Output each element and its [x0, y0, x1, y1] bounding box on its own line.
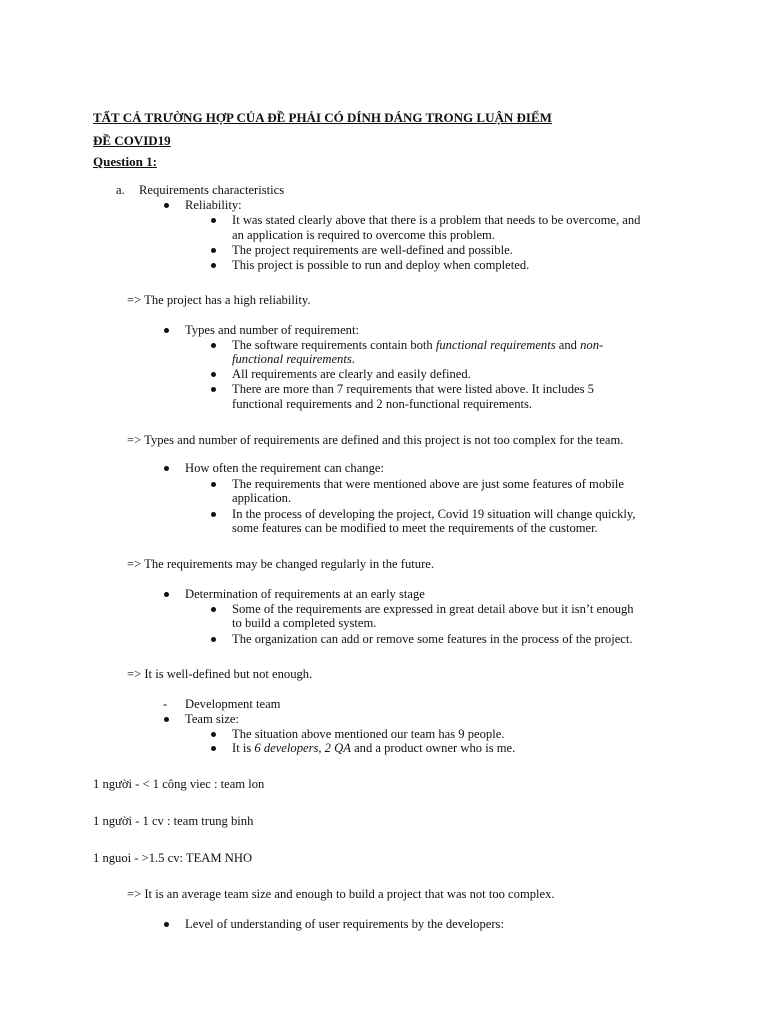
development-team-label: Development team: [185, 697, 281, 711]
reliability-item-2: The project requirements are well-defined and possible.: [232, 243, 513, 257]
bullet-icon: [164, 328, 169, 333]
change-item-1-line2: application.: [232, 491, 292, 505]
reliability-item-1-line2: an application is required to overcome this problem.: [232, 228, 495, 242]
dash-marker: -: [163, 697, 168, 711]
team-item-1: The situation above mentioned our team has 9 people.: [232, 727, 505, 741]
note-line-2: 1 người - 1 cv : team trung binh: [93, 814, 254, 828]
text-run: and a product owner who is me.: [350, 741, 516, 755]
team-size-label: Team size:: [185, 712, 240, 726]
determination-label: Determination of requirements at an early stage: [185, 587, 425, 601]
types-label: Types and number of requirement:: [185, 323, 359, 337]
bullet-icon: [211, 732, 216, 737]
determination-item-1-line1: Some of the requirements are expressed in great detail above but it isn’t enough: [232, 602, 634, 616]
bullet-icon: [211, 372, 216, 377]
team-item-2: [232, 741, 515, 756]
text-run: .: [351, 352, 355, 366]
change-item-2-line2: some features can be modified to meet the requirements of the customer.: [232, 521, 598, 535]
understanding-label: Level of understanding of user requirements by the developers:: [185, 917, 504, 931]
reliability-item-3: This project is possible to run and deploy when completed.: [232, 258, 530, 272]
types-item-3-line2: functional requirements and 2 non-functional requirements.: [232, 397, 533, 411]
section-a-title: Requirements characteristics: [139, 183, 285, 197]
determination-item-1-line2: to build a completed system.: [232, 616, 377, 630]
reliability-item-1-line1: It was stated clearly above that there is a problem that needs to be overcome, and: [232, 213, 641, 227]
types-item-1-line2: [232, 352, 355, 367]
bullet-icon: [164, 922, 169, 927]
text-run: It is: [232, 741, 255, 755]
text-run-italic: non-: [580, 338, 604, 352]
bullet-icon: [211, 263, 216, 268]
types-item-2: All requirements are clearly and easily defined.: [232, 367, 471, 381]
bullet-icon: [164, 466, 169, 471]
bullet-icon: [211, 637, 216, 642]
reliability-label: Reliability:: [185, 198, 242, 212]
text-run-italic: 6 developers, 2 QA: [254, 741, 351, 755]
team-conclusion: => It is an average team size and enough to build a project that was not too complex.: [127, 887, 555, 901]
types-item-1-line1: [232, 338, 603, 353]
header-title-line1: TẤT CẢ TRƯỜNG HỢP CỦA ĐỀ PHẢI CÓ DÍNH DÁNG TRONG LUẬN ĐIỂM: [93, 110, 552, 125]
text-run: and: [555, 338, 581, 352]
bullet-icon: [211, 343, 216, 348]
bullet-icon: [164, 592, 169, 597]
bullet-icon: [211, 482, 216, 487]
change-conclusion: => The requirements may be changed regularly in the future.: [127, 557, 435, 571]
types-conclusion: => Types and number of requirements are defined and this project is not too complex for the team.: [127, 433, 624, 447]
determination-item-2: The organization can add or remove some features in the process of the project.: [232, 632, 633, 646]
header-title-line2: ĐỀ COVID19: [93, 133, 171, 148]
bullet-icon: [164, 203, 169, 208]
bullet-icon: [211, 387, 216, 392]
text-run-italic: functional requirements: [435, 338, 556, 352]
text-run-italic: functional requirements: [232, 352, 352, 366]
change-item-2-line1: In the process of developing the project, Covid 19 situation will change quickly,: [232, 507, 636, 521]
note-line-1: 1 người - < 1 công viec : team lon: [93, 777, 265, 791]
bullet-icon: [211, 248, 216, 253]
note-line-3: 1 nguoi - >1.5 cv: TEAM NHO: [93, 851, 253, 865]
types-item-3-line1: There are more than 7 requirements that were listed above. It includes 5: [232, 382, 594, 396]
section-a-marker: a.: [116, 183, 125, 197]
bullet-icon: [211, 746, 216, 751]
text-run: The software requirements contain both: [232, 338, 436, 352]
change-item-1-line1: The requirements that were mentioned above are just some features of mobile: [232, 477, 625, 491]
bullet-icon: [211, 607, 216, 612]
reliability-conclusion: => The project has a high reliability.: [127, 293, 311, 307]
determination-conclusion: => It is well-defined but not enough.: [127, 667, 313, 681]
bullet-icon: [211, 512, 216, 517]
change-label: How often the requirement can change:: [185, 461, 384, 475]
bullet-icon: [164, 717, 169, 722]
question-heading: Question 1:: [93, 154, 157, 169]
bullet-icon: [211, 218, 216, 223]
